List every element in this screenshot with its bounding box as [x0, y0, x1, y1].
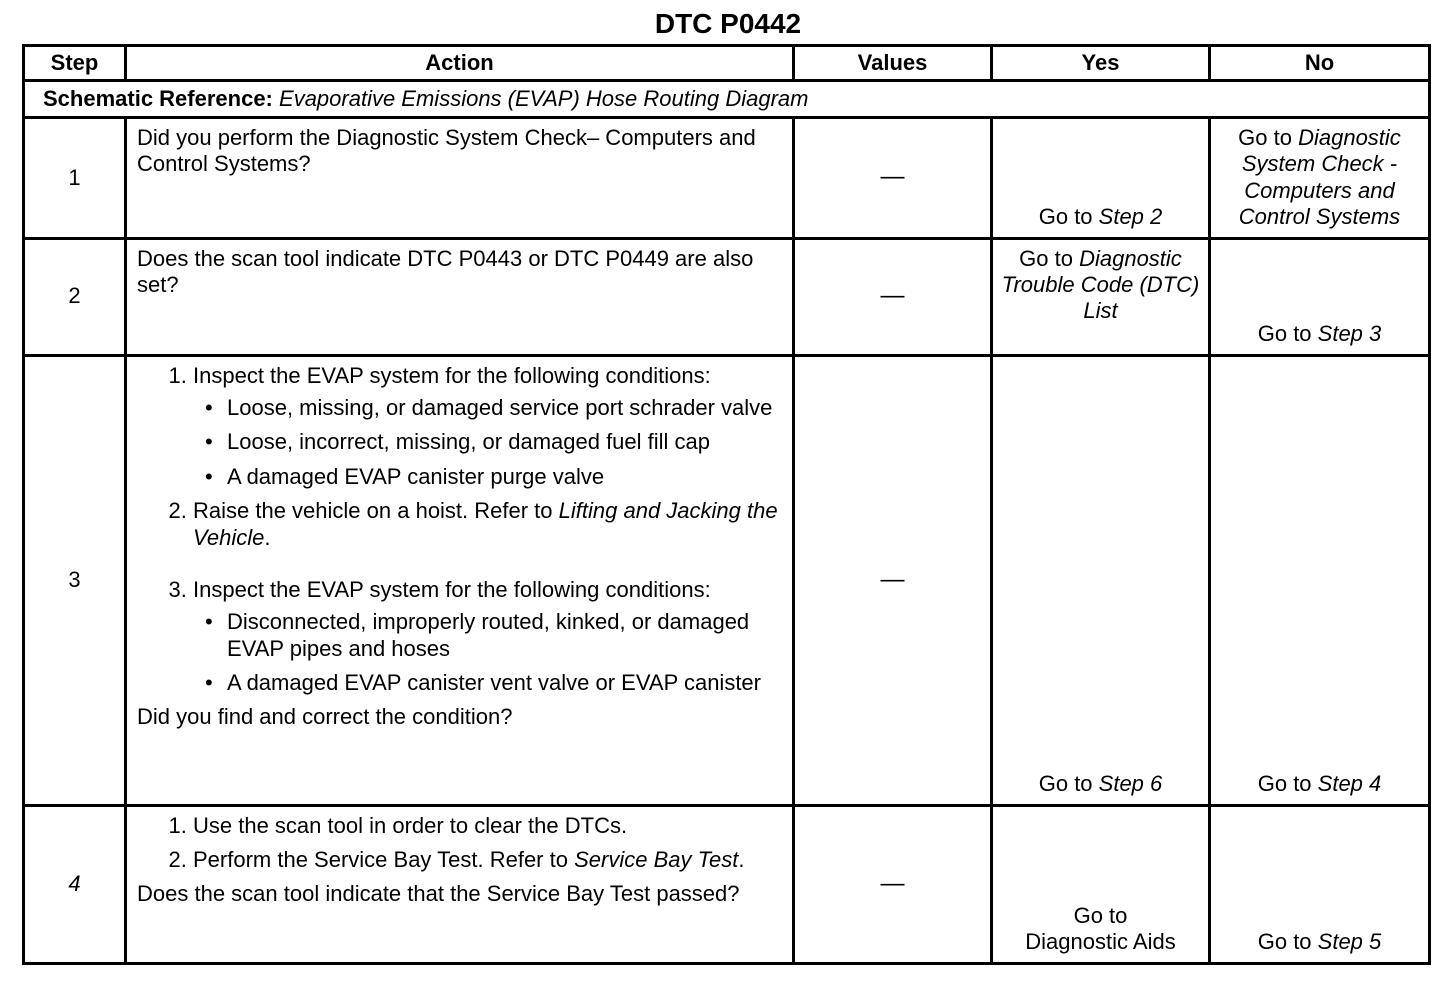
bullet-list: [193, 395, 784, 490]
header-values: Values: [794, 46, 992, 81]
no-cell: [1210, 355, 1430, 805]
no-prefix: Go to: [1257, 929, 1318, 955]
bullet-item: • Loose, incorrect, missing, or damaged fuel fill cap: [227, 429, 784, 455]
bullet-list: [193, 609, 784, 696]
no-prefix: Go to: [1238, 125, 1299, 150]
header-yes: Yes: [992, 46, 1210, 81]
action-cell: [126, 118, 794, 239]
yes-link[interactable]: Diagnostic Trouble Code (DTC) List: [1001, 245, 1200, 324]
no-cell: [1210, 805, 1430, 963]
header-no: No: [1210, 46, 1430, 81]
list-item: [193, 847, 784, 873]
header-action: Action: [126, 46, 794, 81]
yes-link[interactable]: Step 2: [1098, 204, 1163, 230]
value-cell: —: [794, 805, 992, 963]
header-step: Step: [24, 46, 126, 81]
bullet-item: • A damaged EVAP canister vent valve or EVAP canister: [227, 670, 784, 696]
list-item: 1. Use the scan tool in order to clear the DTCs.: [193, 813, 784, 839]
no-link[interactable]: Diagnostic System Check -: [1241, 125, 1401, 177]
yes-cell: [992, 238, 1210, 355]
schematic-label: Schematic Reference:: [43, 85, 273, 111]
no-prefix: Go to: [1257, 771, 1318, 797]
reference-link[interactable]: Lifting and Jacking the Vehicle: [193, 498, 778, 550]
yes-prefix: Go to: [1038, 771, 1099, 797]
numbered-list: [137, 813, 784, 874]
diagnostic-table: [22, 44, 1431, 965]
yes-cell: [992, 805, 1210, 963]
list-item: [193, 498, 784, 569]
action-text: Did you perform the Diagnostic System Check– Computers and Control Systems?: [137, 125, 756, 177]
list-item-text: Inspect the EVAP system for the following conditions:: [193, 576, 711, 602]
yes-link[interactable]: Step 6: [1098, 771, 1163, 797]
list-item-text: Raise the vehicle on a hoist. Refer to: [193, 498, 559, 524]
step-number: 1: [24, 118, 126, 239]
yes-prefix: Go to: [1019, 245, 1080, 271]
no-link[interactable]: Step 4: [1317, 771, 1382, 797]
numbered-list: [137, 363, 784, 697]
schematic-row: [24, 81, 1430, 118]
yes-link[interactable]: Diagnostic Aids: [1025, 929, 1176, 955]
question-text: Did you find and correct the condition?: [137, 704, 513, 730]
yes-cell: [992, 118, 1210, 239]
yes-cell: [992, 355, 1210, 805]
value-cell: —: [794, 355, 992, 805]
yes-prefix: Go to: [1038, 204, 1099, 230]
page-title: DTC P0442: [654, 8, 802, 39]
table-row-step-4: [24, 805, 1430, 963]
value-cell: —: [794, 118, 992, 239]
action-cell: [126, 805, 794, 963]
action-cell: [126, 238, 794, 355]
step-number: 2: [24, 238, 126, 355]
action-text: Does the scan tool indicate DTC P0443 or DTC P0449 are also set?: [137, 245, 754, 297]
list-item-text: Perform the Service Bay Test. Refer to: [193, 846, 575, 872]
schematic-cell: [24, 81, 1430, 118]
list-item-suffix: .: [264, 524, 271, 550]
step-number: 3: [24, 355, 126, 805]
no-prefix: Go to: [1257, 321, 1318, 347]
header-row: [24, 46, 1430, 81]
schematic-reference: Evaporative Emissions (EVAP) Hose Routing Diagram: [279, 85, 809, 111]
list-item: [193, 577, 784, 697]
list-item-suffix: .: [738, 846, 745, 872]
reference-link[interactable]: Service Bay Test: [574, 846, 739, 872]
value-cell: —: [794, 238, 992, 355]
list-item: [193, 363, 784, 491]
action-cell: [126, 355, 794, 805]
question-text: Does the scan tool indicate that the Service Bay Test passed?: [137, 881, 740, 907]
bullet-item: • Loose, missing, or damaged service port schrader valve: [227, 395, 784, 421]
no-link[interactable]: Step 3: [1317, 321, 1382, 347]
list-item-text: Inspect the EVAP system for the following conditions:: [193, 362, 711, 388]
bullet-item: • Disconnected, improperly routed, kinked, or damaged EVAP pipes and hoses: [227, 609, 784, 662]
table-row-step-2: [24, 238, 1430, 355]
no-cell: [1210, 118, 1430, 239]
no-link-continued[interactable]: Computers and Control Systems: [1238, 177, 1401, 230]
no-cell: [1210, 238, 1430, 355]
yes-prefix: Go to: [1073, 902, 1128, 928]
table-row-step-1: [24, 118, 1430, 239]
table-row-step-3: [24, 355, 1430, 805]
no-link[interactable]: Step 5: [1317, 929, 1382, 955]
step-number: 4: [24, 805, 126, 963]
bullet-item: • A damaged EVAP canister purge valve: [227, 464, 784, 490]
